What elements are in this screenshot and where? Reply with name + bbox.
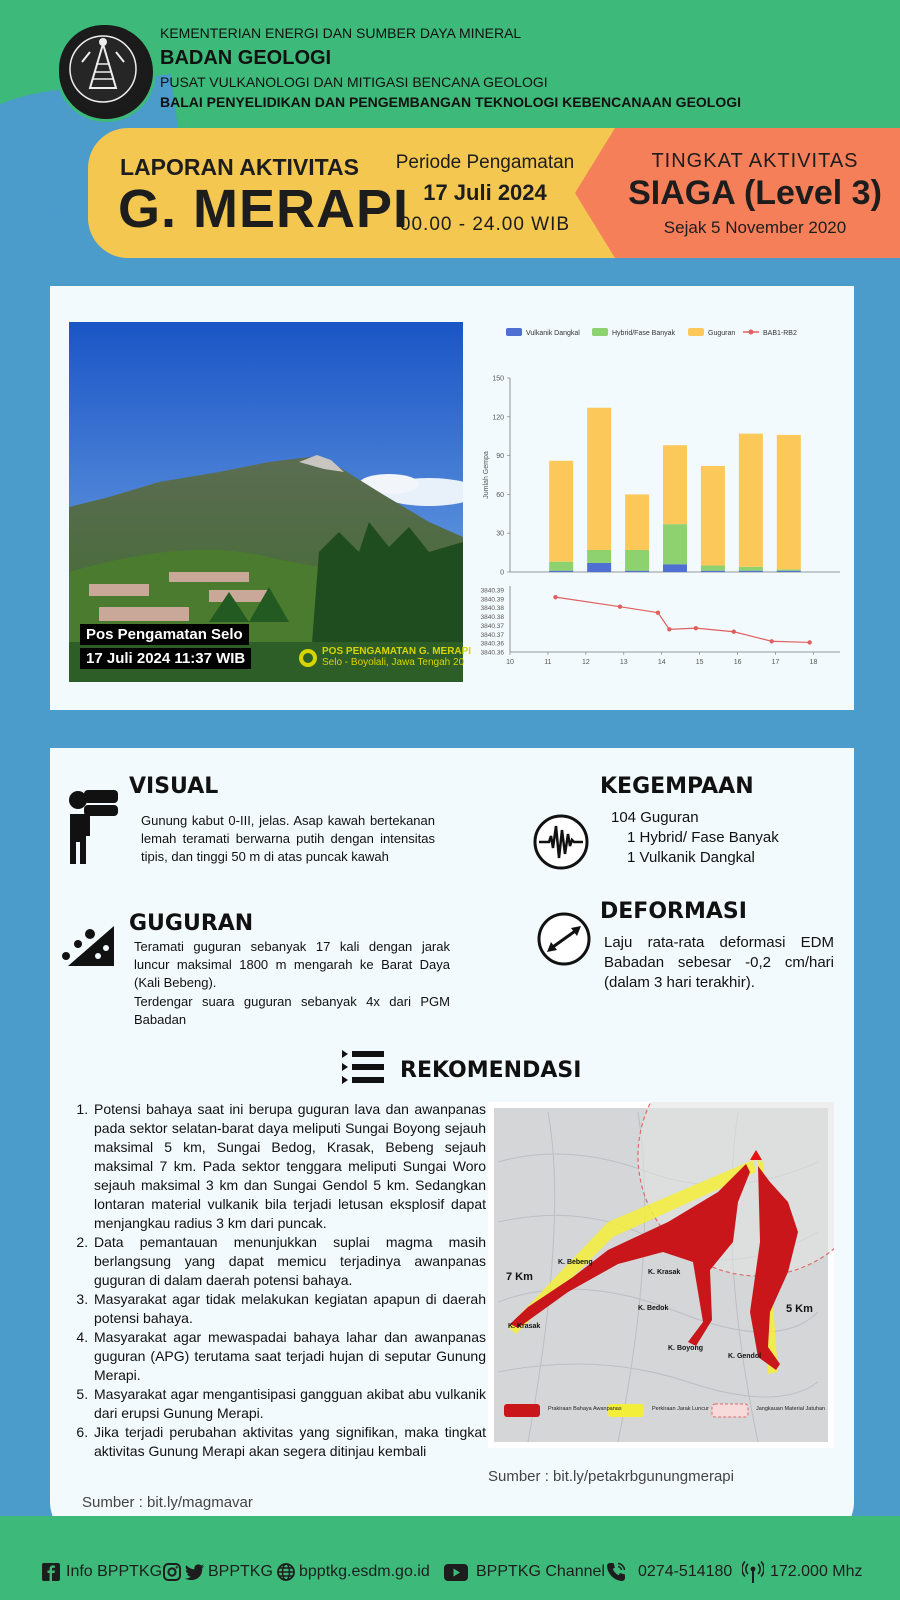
line-y-tick-label: 3840.37 [480,631,504,639]
legend-jarak-luncur: Perkiraan Jarak Luncur [652,1406,709,1412]
footer-website-link[interactable]: bpptkg.esdm.go.id [299,1563,430,1580]
binoculars-observer-icon [64,786,124,864]
line-y-tick-label: 3840.36 [480,649,504,657]
bar-vulkanik-dangkal [701,571,725,572]
deformation-icon [537,912,591,966]
legend-awanpanas: Prakiraan Bahaya Awanpanas [548,1406,622,1412]
line-y-tick-label: 3840.39 [480,596,504,604]
facebook-icon [42,1563,60,1581]
y-tick-label: 30 [496,530,504,538]
kegempaan-hybrid: 1 Hybrid/ Fase Banyak [627,829,779,846]
visual-text: Gunung kabut 0-III, jelas. Asap kawah bertekanan lemah teramati berwarna putih dengan intensitas tipis, dan tinggi 50 m di atas puncak kawah [141,813,435,864]
x-tick-label: 15 [695,659,704,666]
rekomendasi-item: 6. Jika terjadi perubahan aktivitas yang signifikan, maka tingkat aktivitas Gunung Merapi akan segera ditinjau kembali [92,1423,486,1461]
phone-icon [606,1562,626,1582]
label-boyong: K. Boyong [668,1345,703,1352]
globe-icon [277,1563,295,1581]
bar-hybrid-fase-banyak [739,567,763,571]
bar-guguran [587,408,611,550]
rekomendasi-item: 1. Potensi bahaya saat ini berupa guguran lava dan awanpanas pada sektor selatan-barat daya meliputi Sungai Boyong sejauh maksimal 5 km, Sungai Bedog, Krasak, Bebeng sejauh maksimal 7 km. Pada sektor tenggara meliputi Sungai Woro sejauh maksimal 3 km dan Sungai Gendol 5 km. Sedangkan lontaran material vulkanik bila terjadi letusan eksplosif dapat menjangkau radius 3 km dari puncak. [92,1100,486,1233]
visual-heading: VISUAL [129,774,219,799]
activity-level-label: TINGKAT AKTIVITAS [651,150,859,172]
rekomendasi-list [78,1100,486,1461]
edm-point [807,640,811,644]
x-tick-label: 13 [619,659,628,666]
rekomendasi-item: 3. Masyarakat agar tidak melakukan kegiatan apapun di daerah potensi bahaya. [92,1290,486,1328]
edm-point [694,626,698,630]
deformasi-heading: DEFORMASI [600,899,747,924]
radio-antenna-icon [742,1560,764,1584]
footer-phone-link[interactable]: 0274-514180 [638,1563,733,1580]
bar-vulkanik-dangkal [625,571,649,572]
bar-hybrid-fase-banyak [663,524,687,564]
line-y-tick-label: 3840.36 [480,640,504,648]
photo-caption-time: 17 Juli 2024 11:37 WIB [80,648,251,669]
rekomendasi-source: Sumber : bit.ly/magmavar [82,1494,253,1511]
x-tick-label: 17 [771,659,780,666]
x-tick-label: 16 [733,659,742,666]
agency-name: BADAN GEOLOGI [160,47,332,69]
y-tick-label: 0 [500,569,504,577]
volcano-name: G. MERAPI [118,179,410,239]
footer-radio-frequency[interactable]: 172.000 Mhz [770,1563,863,1580]
x-tick-label: 10 [506,659,514,666]
instagram-icon [163,1563,181,1581]
y-axis-label: Jumlah Gempa [483,451,490,499]
photo-watermark-location: Selo - Boyolali, Jawa Tengah 20 [322,657,465,668]
label-bebeng: K. Bebeng [558,1259,593,1266]
y-tick-label: 60 [496,491,504,499]
footer-facebook-link[interactable]: Info BPPTKG [66,1563,163,1580]
center-name: PUSAT VULKANOLOGI DAN MITIGASI BENCANA GEOLOGI [160,74,548,90]
footer [0,1516,900,1600]
rockfall-icon [58,926,114,966]
bar-hybrid-fase-banyak [587,550,611,563]
observatory-watermark-icon [298,648,318,668]
label-krasak-top: K. Krasak [648,1269,681,1276]
legend-label: Hybrid/Fase Banyak [612,330,676,337]
bar-hybrid-fase-banyak [549,562,573,571]
bar-hybrid-fase-banyak [625,550,649,571]
rekomendasi-heading: REKOMENDASI [400,1058,582,1083]
bar-vulkanik-dangkal [587,563,611,572]
period-time: 00.00 - 24.00 WIB [399,214,571,235]
twitter-icon [185,1564,204,1580]
legend-label: Guguran [708,330,736,337]
period-label: Periode Pengamatan [395,152,575,173]
label-5km: 5 Km [786,1303,813,1315]
list-icon [342,1050,384,1084]
x-tick-label: 14 [657,659,666,666]
kegempaan-heading: KEGEMPAAN [600,774,754,799]
activity-level-since: Sejak 5 November 2020 [663,218,847,237]
bar-hybrid-fase-banyak [701,566,725,571]
edm-point [656,610,660,614]
line-y-tick-label: 3840.37 [480,622,504,630]
bar-hybrid-fase-banyak [777,569,801,570]
line-y-tick-label: 3840.39 [480,587,504,595]
bar-guguran [625,494,649,550]
rekomendasi-item: 4. Masyarakat agar mewaspadai bahaya lahar dan awanpanas guguran (APG) terutama saat terjadi hujan di seputar Gunung Merapi. [92,1328,486,1385]
legend-jangkauan: Jangkauan Material Jatuhan [756,1406,826,1412]
line-y-tick-label: 3840.38 [480,614,504,622]
y-tick-label: 90 [496,453,504,461]
photo-caption-place: Pos Pengamatan Selo [80,624,249,645]
office-name: BALAI PENYELIDIKAN DAN PENGEMBANGAN TEKNOLOGI KEBENCANAAN GEOLOGI [160,94,742,110]
bar-vulkanik-dangkal [739,571,763,572]
guguran-sound-text: Terdengar suara guguran sebanyak 4x dari PGM Babadan [134,994,450,1027]
edm-line [556,597,810,642]
x-tick-label: 12 [581,659,590,666]
bar-guguran [663,445,687,524]
legend-swatch [592,328,608,336]
seismograph-icon [533,814,589,870]
label-7km: 7 Km [506,1271,533,1283]
legend-swatch [749,330,754,335]
rekomendasi-item: 5. Masyarakat agar mengantisipasi gangguan akibat abu vulkanik dari erupsi Gunung Merapi. [92,1385,486,1423]
edm-point [770,639,774,643]
bar-vulkanik-dangkal [777,571,801,572]
bar-vulkanik-dangkal [663,564,687,572]
esdm-logo [56,22,156,122]
x-tick-label: 18 [809,659,818,666]
edm-point [618,604,622,608]
deformasi-text: Laju rata-rata deformasi EDM Babadan sebesar -0,2 cm/hari (dalam 3 hari terakhir). [604,934,834,991]
label-krasak-left: K. Krasak [508,1323,541,1330]
legend-swatch [688,328,704,336]
edm-point [667,627,671,631]
footer-youtube-link[interactable]: BPPTKG Channel [476,1563,605,1580]
guguran-text: Teramati guguran sebanyak 17 kali dengan jarak luncur maksimal 1800 m mengarah ke Barat Daya (Kali Bebeng). [134,939,450,990]
line-y-tick-label: 3840.38 [480,605,504,613]
kegempaan-vulkanik-dangkal: 1 Vulkanik Dangkal [627,849,755,866]
seismic-deformation-chart [470,318,850,670]
bar-guguran [701,466,725,566]
period-date: 17 Juli 2024 [423,180,547,205]
edm-point [732,630,736,634]
legend-label: BAB1-RB2 [763,330,797,337]
hazard-map [488,1102,834,1448]
activity-level-status: SIAGA (Level 3) [628,174,882,212]
bar-guguran [549,461,573,562]
bar-guguran [777,435,801,570]
rekomendasi-item: 2. Data pemantauan menunjukkan suplai magma masih berlangsung yang dapat memicu terjadinya awanpanas guguran di dalam daerah potensi bahaya. [92,1233,486,1290]
label-bedok: K. Bedok [638,1305,669,1312]
legend-swatch [506,328,522,336]
y-tick-label: 150 [492,375,504,383]
label-gendol: K. Gendol [728,1353,762,1360]
kegempaan-guguran: 104 Guguran [611,809,699,826]
edm-point [553,595,557,599]
footer-social-link[interactable]: BPPTKG [208,1563,273,1580]
y-tick-label: 120 [492,414,504,422]
bar-guguran [739,434,763,567]
youtube-icon [444,1564,468,1581]
ministry-name: KEMENTERIAN ENERGI DAN SUMBER DAYA MINERAL [160,25,522,41]
guguran-heading: GUGURAN [129,911,254,936]
bar-vulkanik-dangkal [549,571,573,572]
photo-watermark-title: POS PENGAMATAN G. MERAPI [322,646,472,657]
x-tick-label: 11 [544,659,552,666]
map-source: Sumber : bit.ly/petakrbgunungmerapi [488,1468,734,1485]
legend-label: Vulkanik Dangkal [526,330,580,337]
report-title: LAPORAN AKTIVITAS [120,154,359,180]
